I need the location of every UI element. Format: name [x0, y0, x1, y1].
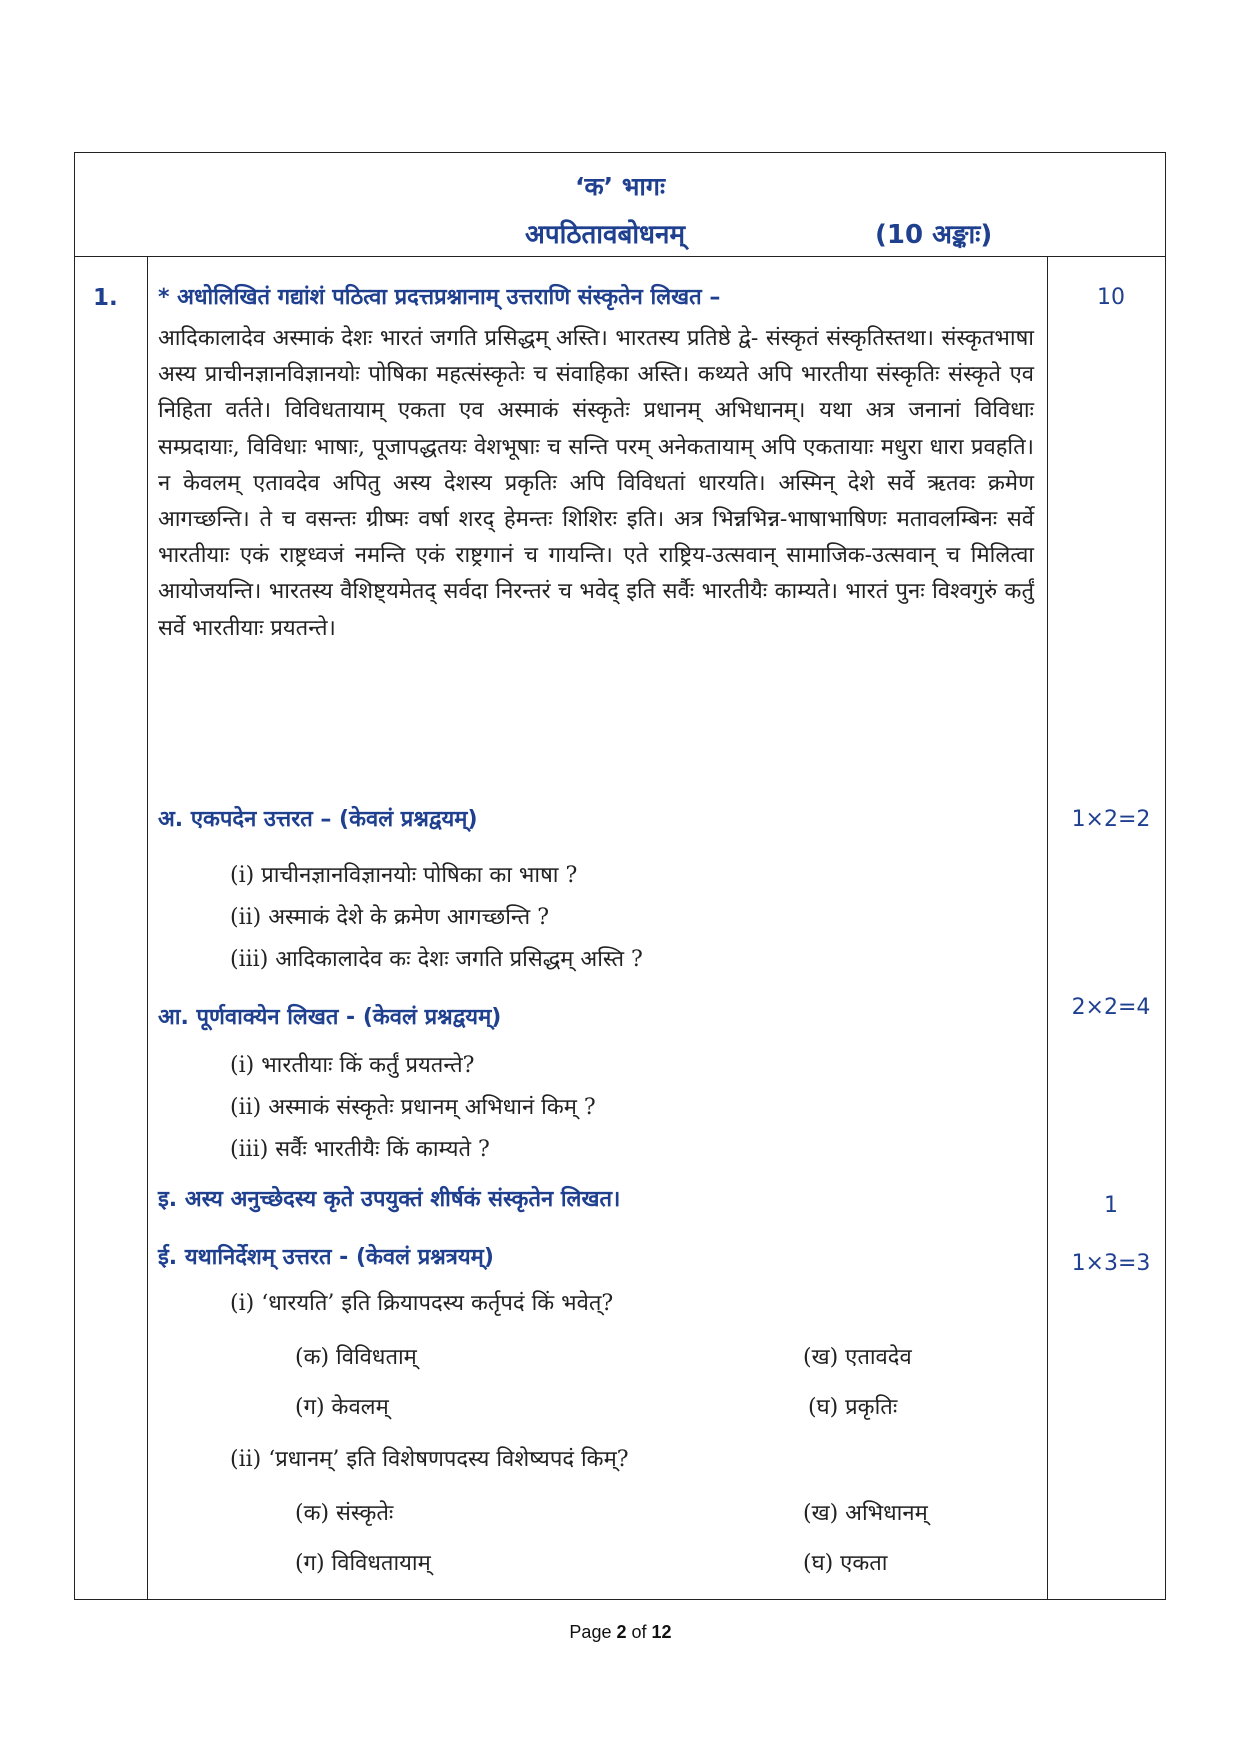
question-instruction: * अधोलिखितं गद्यांशं पठित्वा प्रदत्तप्रश्नानाम् उत्तराणि संस्कृतेन लिखत –: [158, 285, 721, 310]
section-i-heading: इ. अस्य अनुच्छेदस्य कृते उपयुक्तं शीर्षकं संस्कृतेन लिखत।: [158, 1187, 621, 1212]
section-a-item: (i) प्राचीनज्ञानविज्ञानयोः पोषिका का भाषा ?: [230, 863, 578, 888]
question-frame: [74, 152, 1166, 1600]
section-a-heading: अ. एकपदेन उत्तरत – (केवलं प्रश्नद्वयम्): [158, 807, 478, 832]
option: (ख) अभिधानम्: [803, 1501, 928, 1526]
section-i-marks: 1: [1104, 1193, 1118, 1218]
section-aa-heading: आ. पूर्णवाक्येन लिखत - (केवलं प्रश्नद्वयम्): [158, 1005, 502, 1030]
section-ii-question: (i) ‘धारयति’ इति क्रियापदस्य कर्तृपदं किं भवेत्?: [230, 1291, 614, 1316]
section-a-item: (iii) आदिकालादेव कः देशः जगति प्रसिद्धम् अस्ति ?: [230, 947, 643, 972]
page-total: 12: [651, 1622, 672, 1642]
part-marks: (10 अङ्काः): [875, 220, 993, 250]
option: (ग) विविधतायाम्: [295, 1551, 431, 1576]
question-number: 1.: [93, 285, 118, 311]
section-aa-item: (i) भारतीयाः किं कर्तुं प्रयतन्ते?: [230, 1053, 475, 1078]
section-aa-item: (ii) अस्माकं संस्कृतेः प्रधानम् अभिधानं किम् ?: [230, 1095, 596, 1120]
section-ii-marks: 1×3=3: [1071, 1251, 1151, 1276]
option: (घ) प्रकृतिः: [808, 1395, 898, 1420]
part-header: [75, 153, 1165, 257]
page-number: 2: [616, 1622, 627, 1642]
section-a-item: (ii) अस्माकं देशे के क्रमेण आगच्छन्ति ?: [230, 905, 550, 930]
section-a-marks: 1×2=2: [1071, 807, 1151, 832]
option: (क) संस्कृतेः: [295, 1501, 394, 1526]
section-ii-question: (ii) ‘प्रधानम्’ इति विशेषणपदस्य विशेष्यपदं किम्?: [230, 1447, 629, 1472]
page-of-label: of: [631, 1622, 647, 1642]
total-marks: 10: [1097, 285, 1125, 310]
option: (ग) केवलम्: [295, 1395, 389, 1420]
section-ii-heading: ई. यथानिर्देशम् उत्तरत - (केवलं प्रश्नत्रयम्): [158, 1245, 494, 1270]
part-subtitle: अपठितावबोधनम्: [525, 220, 686, 250]
option: (ख) एतावदेव: [803, 1345, 912, 1370]
section-aa-marks: 2×2=4: [1071, 995, 1151, 1020]
page-footer: [0, 1622, 1241, 1643]
column-divider-left: [147, 257, 148, 1599]
column-divider-right: [1047, 257, 1048, 1599]
option: (क) विविधताम्: [295, 1345, 417, 1370]
option: (घ) एकता: [803, 1551, 888, 1576]
section-aa-item: (iii) सर्वैः भारतीयैः किं काम्यते ?: [230, 1137, 490, 1162]
passage: आदिकालादेव अस्माकं देशः भारतं जगति प्रसिद्धम् अस्ति। भारतस्य प्रतिष्ठे द्वे- संस्कृतं संस्कृतिस्तथा। संस्कृतभाषा अस्य प्राचीनज्ञानविज्ञानयोः पोषिका महत्संस्कृतेः च संवाहिका अस्ति। कथ्यते अपि भारतीया संस्कृतिः संस्कृते एव निहिता वर्तते। विविधतायाम् एकता एव अस्माकं संस्कृतेः प्रधानम् अभिधानम्। यथा अत्र जनानां विविधाः सम्प्रदायाः, विविधाः भाषाः, पूजापद्धतयः वेशभूषाः च सन्ति परम् अनेकतायाम् अपि एकतायाः मधुरा धारा प्रवहति। न केवलम् एतावदेव अपितु अस्य देशस्य प्रकृतिः अपि विविधतां धारयति। अस्मिन् देशे सर्वे ऋतवः क्रमेण आगच्छन्ति। ते च वसन्तः ग्रीष्मः वर्षा शरद् हेमन्तः शिशिरः इति। अत्र भिन्नभिन्न-भाषाभाषिणः मतावलम्बिनः सर्वे भारतीयाः एकं राष्ट्रध्वजं नमन्ति एकं राष्ट्रगानं च गायन्ति। एते राष्ट्रिय-उत्सवान् सामाजिक-उत्सवान् च मिलित्वा आयोजयन्ति। भारतस्य वैशिष्ट्यमेतद् सर्वदा निरन्तरं च भवेद् इति सर्वैः भारतीयैः काम्यते। भारतं पुनः विश्वगुरुं कर्तुं सर्वे भारतीयाः प्रयतन्ते।: [158, 326, 1034, 641]
part-title: ‘क’ भागः: [574, 172, 666, 201]
page-label: Page: [569, 1622, 612, 1642]
